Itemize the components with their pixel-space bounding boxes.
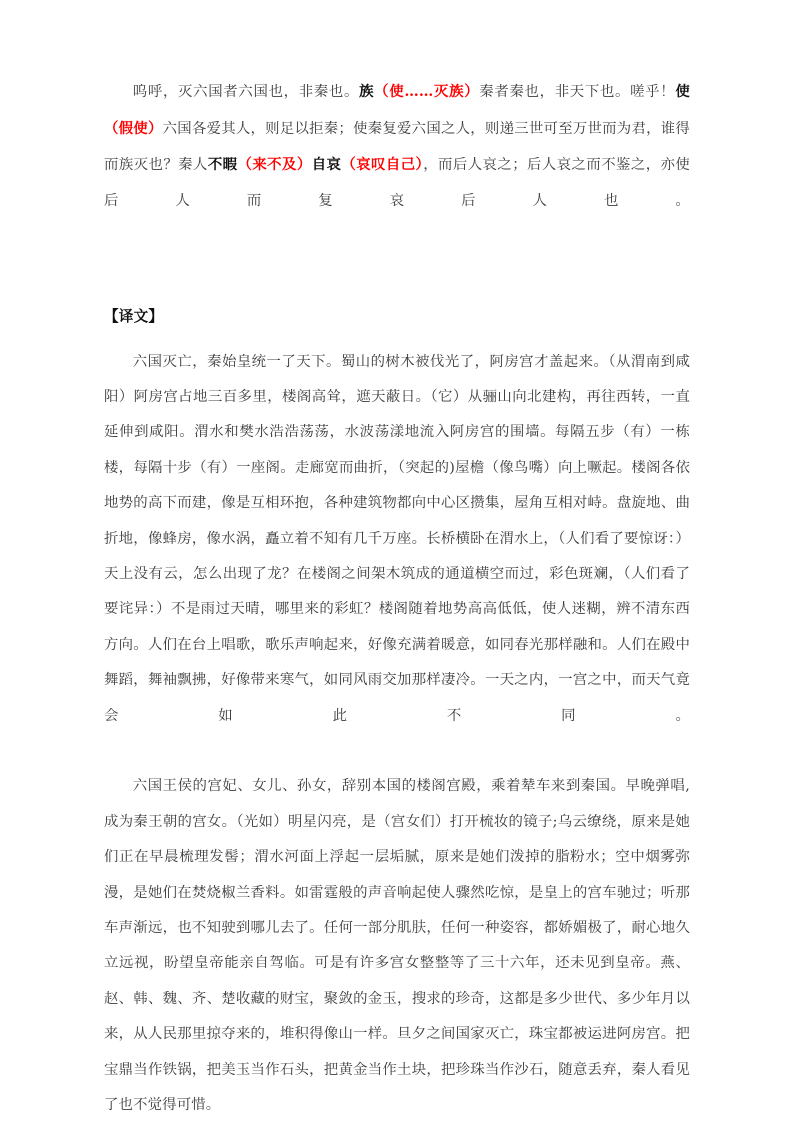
annotation-red-laibuji: （来不及）: [237, 156, 312, 173]
classical-bold-zu: 族: [359, 83, 375, 100]
section-heading-translation: 【译文】: [104, 307, 164, 325]
classical-run-4: 六国各爱其人，则足以拒秦；使秦复爱六国之人，则递三世可至万世而为君，谁得而族灭也？秦人: [104, 120, 690, 173]
translation-paragraph-1: 六国灭亡，秦始皇统一了天下。蜀山的树木被伐光了，阿房宫才盖起来。（从渭南到咸阳）阿房宫占地三百多里，楼阁高耸，遮天蔽日。（它）从骊山向北建构，再往西转，一直延伸到咸阳。渭水和樊水浩浩荡荡，水波荡漾地流入阿房宫的围墙。每隔五步（有）一栋楼，每隔十步（有）一座阁。走廊宽而曲折，（突起的)屋檐（像鸟嘴）向上噘起。楼阁各依地势的高下而建，像是互相环抱，各种建筑物都向中心区攒集，屋角互相对峙。盘旋地、曲折地，像蜂房，像水涡，矗立着不知有几千万座。长桥横卧在渭水上，（人们看了要惊讶：）天上没有云，怎么出现了龙？在楼阁之间架木筑成的通道横空而过，彩色斑斓，（人们看了要诧异：）不是雨过天晴，哪里来的彩虹？楼阁随着地势高高低低，使人迷糊，辨不清东西方向。人们在台上唱歌，歌乐声响起来，好像充满着暖意，如同春光那样融和。人们在殿中舞蹈，舞袖飘拂，好像带来寒气，如同风雨交加那样凄冷。一天之内，一宫之中，而天气竟会如此不同。: [104, 353, 690, 724]
annotation-red-shi-miezu: （使……灭族）: [374, 83, 480, 100]
classical-bold-zi-ai: 自哀: [311, 156, 342, 173]
translation-paragraph-2: 六国王侯的宫妃、女儿、孙女，辞别本国的楼阁宫殿，乘着辇车来到秦国。早晚弹唱,成为秦王朝的宫女。（光如）明星闪亮，是（宫女们）打开梳妆的镜子;乌云缭绕，原来是她们正在早晨梳理发髻；渭水河面上浮起一层垢腻，原来是她们泼掉的脂粉水；空中烟雾弥漫，是她们在焚烧椒兰香料。如雷霆般的声音响起使人骤然吃惊，是皇上的宫车驰过；听那车声渐远，也不知驶到哪儿去了。任何一部分肌肤，任何一种姿容，都娇媚极了，耐心地久立远视，盼望皇帝能亲自驾临。可是有许多宫女整整等了三十六年，还未见到皇帝。燕、赵、韩、魏、齐、楚收藏的财宝，聚敛的金玉，搜求的珍奇，这都是多少世代、多少年月以来，从人民那里掠夺来的，堆积得像山一样。旦夕之间国家灭亡，珠宝都被运进阿房宫。把宝鼎当作铁锅，把美玉当作石头，把黄金当作土块，把珍珠当作沙石，随意丢弃，秦人看见了也不觉得可惜。: [104, 778, 690, 1114]
classical-lead-text: 呜呼，灭六国者六国也，非秦也。: [132, 84, 360, 100]
classical-text-paragraph: [104, 74, 690, 255]
annotation-red-jiashi: （假使）: [104, 119, 163, 137]
annotation-red-aitan-ziji: （哀叹自己）: [341, 156, 424, 173]
heading-spacer: [104, 327, 690, 345]
page-content: [104, 74, 690, 1123]
classical-bold-buxia: 不暇: [207, 156, 238, 173]
classical-bold-shi: 使: [675, 83, 690, 100]
classical-run-7: ，而后人哀之；后人哀之而不鉴之，亦使后人而复哀后人也。: [104, 157, 690, 209]
classical-run-2: 秦者秦也，非天下也。嗟乎！: [479, 84, 676, 100]
section-spacer: [104, 255, 690, 307]
